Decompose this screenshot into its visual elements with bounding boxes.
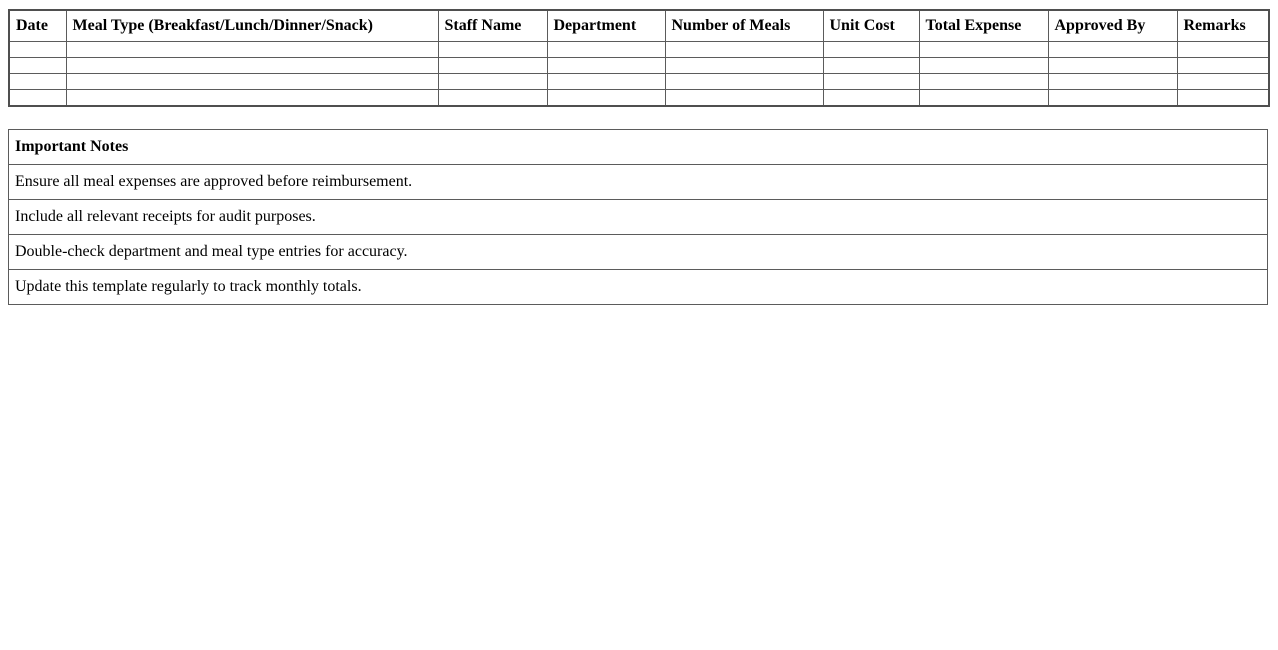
expense-empty-cell [919, 58, 1048, 74]
expense-row [9, 58, 1269, 74]
expense-empty-cell [1177, 58, 1269, 74]
expense-empty-cell [823, 58, 919, 74]
expense-empty-cell [919, 74, 1048, 90]
note-item: Update this template regularly to track monthly totals. [9, 270, 1268, 305]
expense-empty-cell [823, 90, 919, 107]
expense-empty-cell [919, 90, 1048, 107]
note-row [9, 235, 1268, 270]
expense-empty-cell [438, 74, 547, 90]
expense-empty-cell [1048, 90, 1177, 107]
header-staff-name: Staff Name [438, 10, 547, 42]
header-meal-type: Meal Type (Breakfast/Lunch/Dinner/Snack) [66, 10, 438, 42]
expense-empty-cell [1048, 42, 1177, 58]
expense-empty-cell [1177, 42, 1269, 58]
expense-empty-cell [9, 58, 66, 74]
header-remarks: Remarks [1177, 10, 1269, 42]
note-item: Include all relevant receipts for audit purposes. [9, 200, 1268, 235]
expense-table [8, 9, 1270, 107]
expense-row [9, 74, 1269, 90]
expense-row [9, 42, 1269, 58]
note-row [9, 270, 1268, 305]
header-total-expense: Total Expense [919, 10, 1048, 42]
expense-empty-cell [1177, 74, 1269, 90]
expense-empty-cell [1177, 90, 1269, 107]
expense-empty-cell [438, 90, 547, 107]
expense-empty-cell [66, 58, 438, 74]
expense-empty-cell [9, 90, 66, 107]
notes-title-row [9, 130, 1268, 165]
expense-empty-cell [823, 74, 919, 90]
note-item: Ensure all meal expenses are approved before reimbursement. [9, 165, 1268, 200]
expense-empty-cell [823, 42, 919, 58]
note-row [9, 200, 1268, 235]
notes-table [8, 129, 1268, 305]
expense-empty-cell [438, 42, 547, 58]
header-approved-by: Approved By [1048, 10, 1177, 42]
expense-empty-cell [547, 90, 665, 107]
expense-row [9, 90, 1269, 107]
note-item: Double-check department and meal type entries for accuracy. [9, 235, 1268, 270]
header-unit-cost: Unit Cost [823, 10, 919, 42]
notes-title: Important Notes [9, 130, 1268, 165]
expense-empty-cell [547, 74, 665, 90]
note-row [9, 165, 1268, 200]
expense-empty-cell [665, 42, 823, 58]
expense-empty-cell [66, 42, 438, 58]
expense-empty-cell [9, 42, 66, 58]
expense-empty-cell [1048, 58, 1177, 74]
expense-empty-cell [547, 42, 665, 58]
header-number-of-meals: Number of Meals [665, 10, 823, 42]
expense-empty-cell [1048, 74, 1177, 90]
expense-empty-cell [66, 90, 438, 107]
expense-empty-cell [665, 58, 823, 74]
expense-empty-cell [665, 90, 823, 107]
header-department: Department [547, 10, 665, 42]
expense-empty-cell [919, 42, 1048, 58]
expense-empty-cell [665, 74, 823, 90]
expense-empty-cell [66, 74, 438, 90]
expense-empty-cell [438, 58, 547, 74]
expense-empty-cell [547, 58, 665, 74]
header-date: Date [9, 10, 66, 42]
expense-empty-cell [9, 74, 66, 90]
expense-header-row [9, 10, 1269, 42]
